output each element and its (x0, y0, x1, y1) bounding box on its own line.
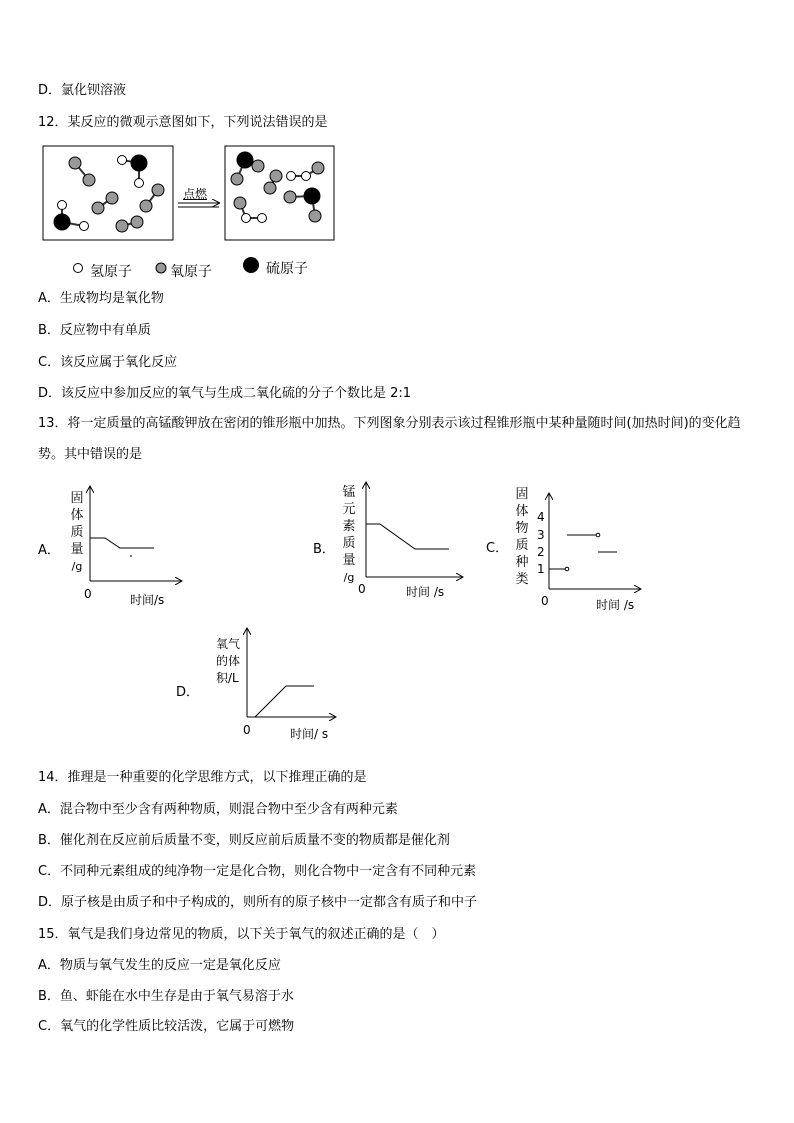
q14-option-a: A．混合物中至少含有两种物质，则混合物中至少含有两种元素 (38, 802, 398, 817)
graph-c (549, 494, 640, 589)
graph-c-tick-1: 1 (537, 562, 545, 576)
q14-option-c: C．不同种元素组成的纯净物一定是化合物，则化合物中一定含有不同种元素 (38, 864, 477, 879)
q15-option-a: A．物质与氧气发生的反应一定是氧化反应 (38, 958, 281, 973)
reactant-molecules (62, 160, 158, 226)
graph-a-origin: 0 (84, 587, 92, 601)
q14-option-b: B．催化剂在反应前后质量不变，则反应前后质量不变的物质都是催化剂 (38, 833, 450, 848)
graph-b-curve (366, 524, 449, 549)
graph-c-option: C． (486, 541, 509, 556)
graph-b-ylabel: 锰 元 素 质 量 /g (342, 485, 356, 584)
q15-stem: 15．氧气是我们身边常见的物质，以下关于氧气的叙述正确的是（ ） (38, 927, 445, 942)
oxygen-legend-icon (156, 263, 166, 273)
q15-option-c: C．氧气的化学性质比较活泼，它属于可燃物 (38, 1019, 295, 1034)
graph-b-xlabel: 时间 /s (406, 585, 445, 599)
reactants-box (43, 146, 173, 240)
graph-b-option: B． (313, 542, 335, 557)
legend-oxygen: 氧原子 (170, 264, 212, 280)
graph-b (366, 483, 462, 577)
q12-option-d: D．该反应中参加反应的氧气与生成二氧化硫的分子个数比是 2:1 (38, 386, 412, 401)
graph-b-origin: 0 (358, 582, 366, 596)
graph-c-tick-4: 4 (537, 510, 545, 524)
graph-c-tick-3: 3 (537, 528, 545, 542)
q14-stem: 14．推理是一种重要的化学思维方式，以下推理正确的是 (38, 770, 367, 785)
graph-d-origin: 0 (243, 723, 251, 737)
graph-d-ylabel: 氧气 的体 积/L (216, 637, 241, 685)
graph-d-option: D． (176, 685, 200, 700)
graph-a-xlabel: 时间/s (130, 593, 165, 607)
legend-sulfur: 硫原子 (266, 261, 308, 277)
q12-option-a: A．生成物均是氧化物 (38, 291, 164, 306)
legend-hydrogen: 氢原子 (90, 264, 132, 280)
q13-stem: 13．将一定质量的高锰酸钾放在密闭的锥形瓶中加热。下列图象分别表示该过程锥形瓶中某种量随时间(加热时间)的变化趋势。其中错误的是 (38, 416, 741, 462)
products-box (225, 146, 334, 240)
product-molecules (237, 160, 318, 218)
q12-option-b: B．反应物中有单质 (38, 323, 151, 338)
graph-a-curve (90, 538, 154, 548)
hydrogen-legend-icon (74, 264, 83, 273)
graph-d-xlabel: 时间/ s (290, 727, 329, 741)
graph-c-xlabel: 时间 /s (596, 598, 635, 612)
arrow-label: 点燃 (183, 187, 208, 201)
graph-d-curve (255, 686, 314, 717)
graph-c-origin: 0 (541, 594, 549, 608)
q11-option-d: D．氯化钡溶液 (38, 83, 127, 98)
q15-option-b: B．鱼、虾能在水中生存是由于氧气易溶于水 (38, 989, 294, 1004)
graph-a-ylabel: 固 体 质 量 /g (70, 491, 84, 573)
graph-a (90, 487, 181, 581)
q12-option-c: C．该反应属于氧化反应 (38, 355, 178, 370)
graph-c-ylabel: 固 体 物 质 种 类 (515, 487, 529, 587)
q14-option-d: D．原子核是由质子和中子构成的，则所有的原子核中一定都含有质子和中子 (38, 895, 478, 910)
graph-a-option: A． (38, 543, 60, 558)
sulfur-legend-icon (243, 257, 259, 273)
graph-c-tick-2: 2 (537, 545, 545, 559)
q12-stem: 12．某反应的微观示意图如下，下列说法错误的是 (38, 115, 328, 130)
graph-d (247, 629, 335, 717)
